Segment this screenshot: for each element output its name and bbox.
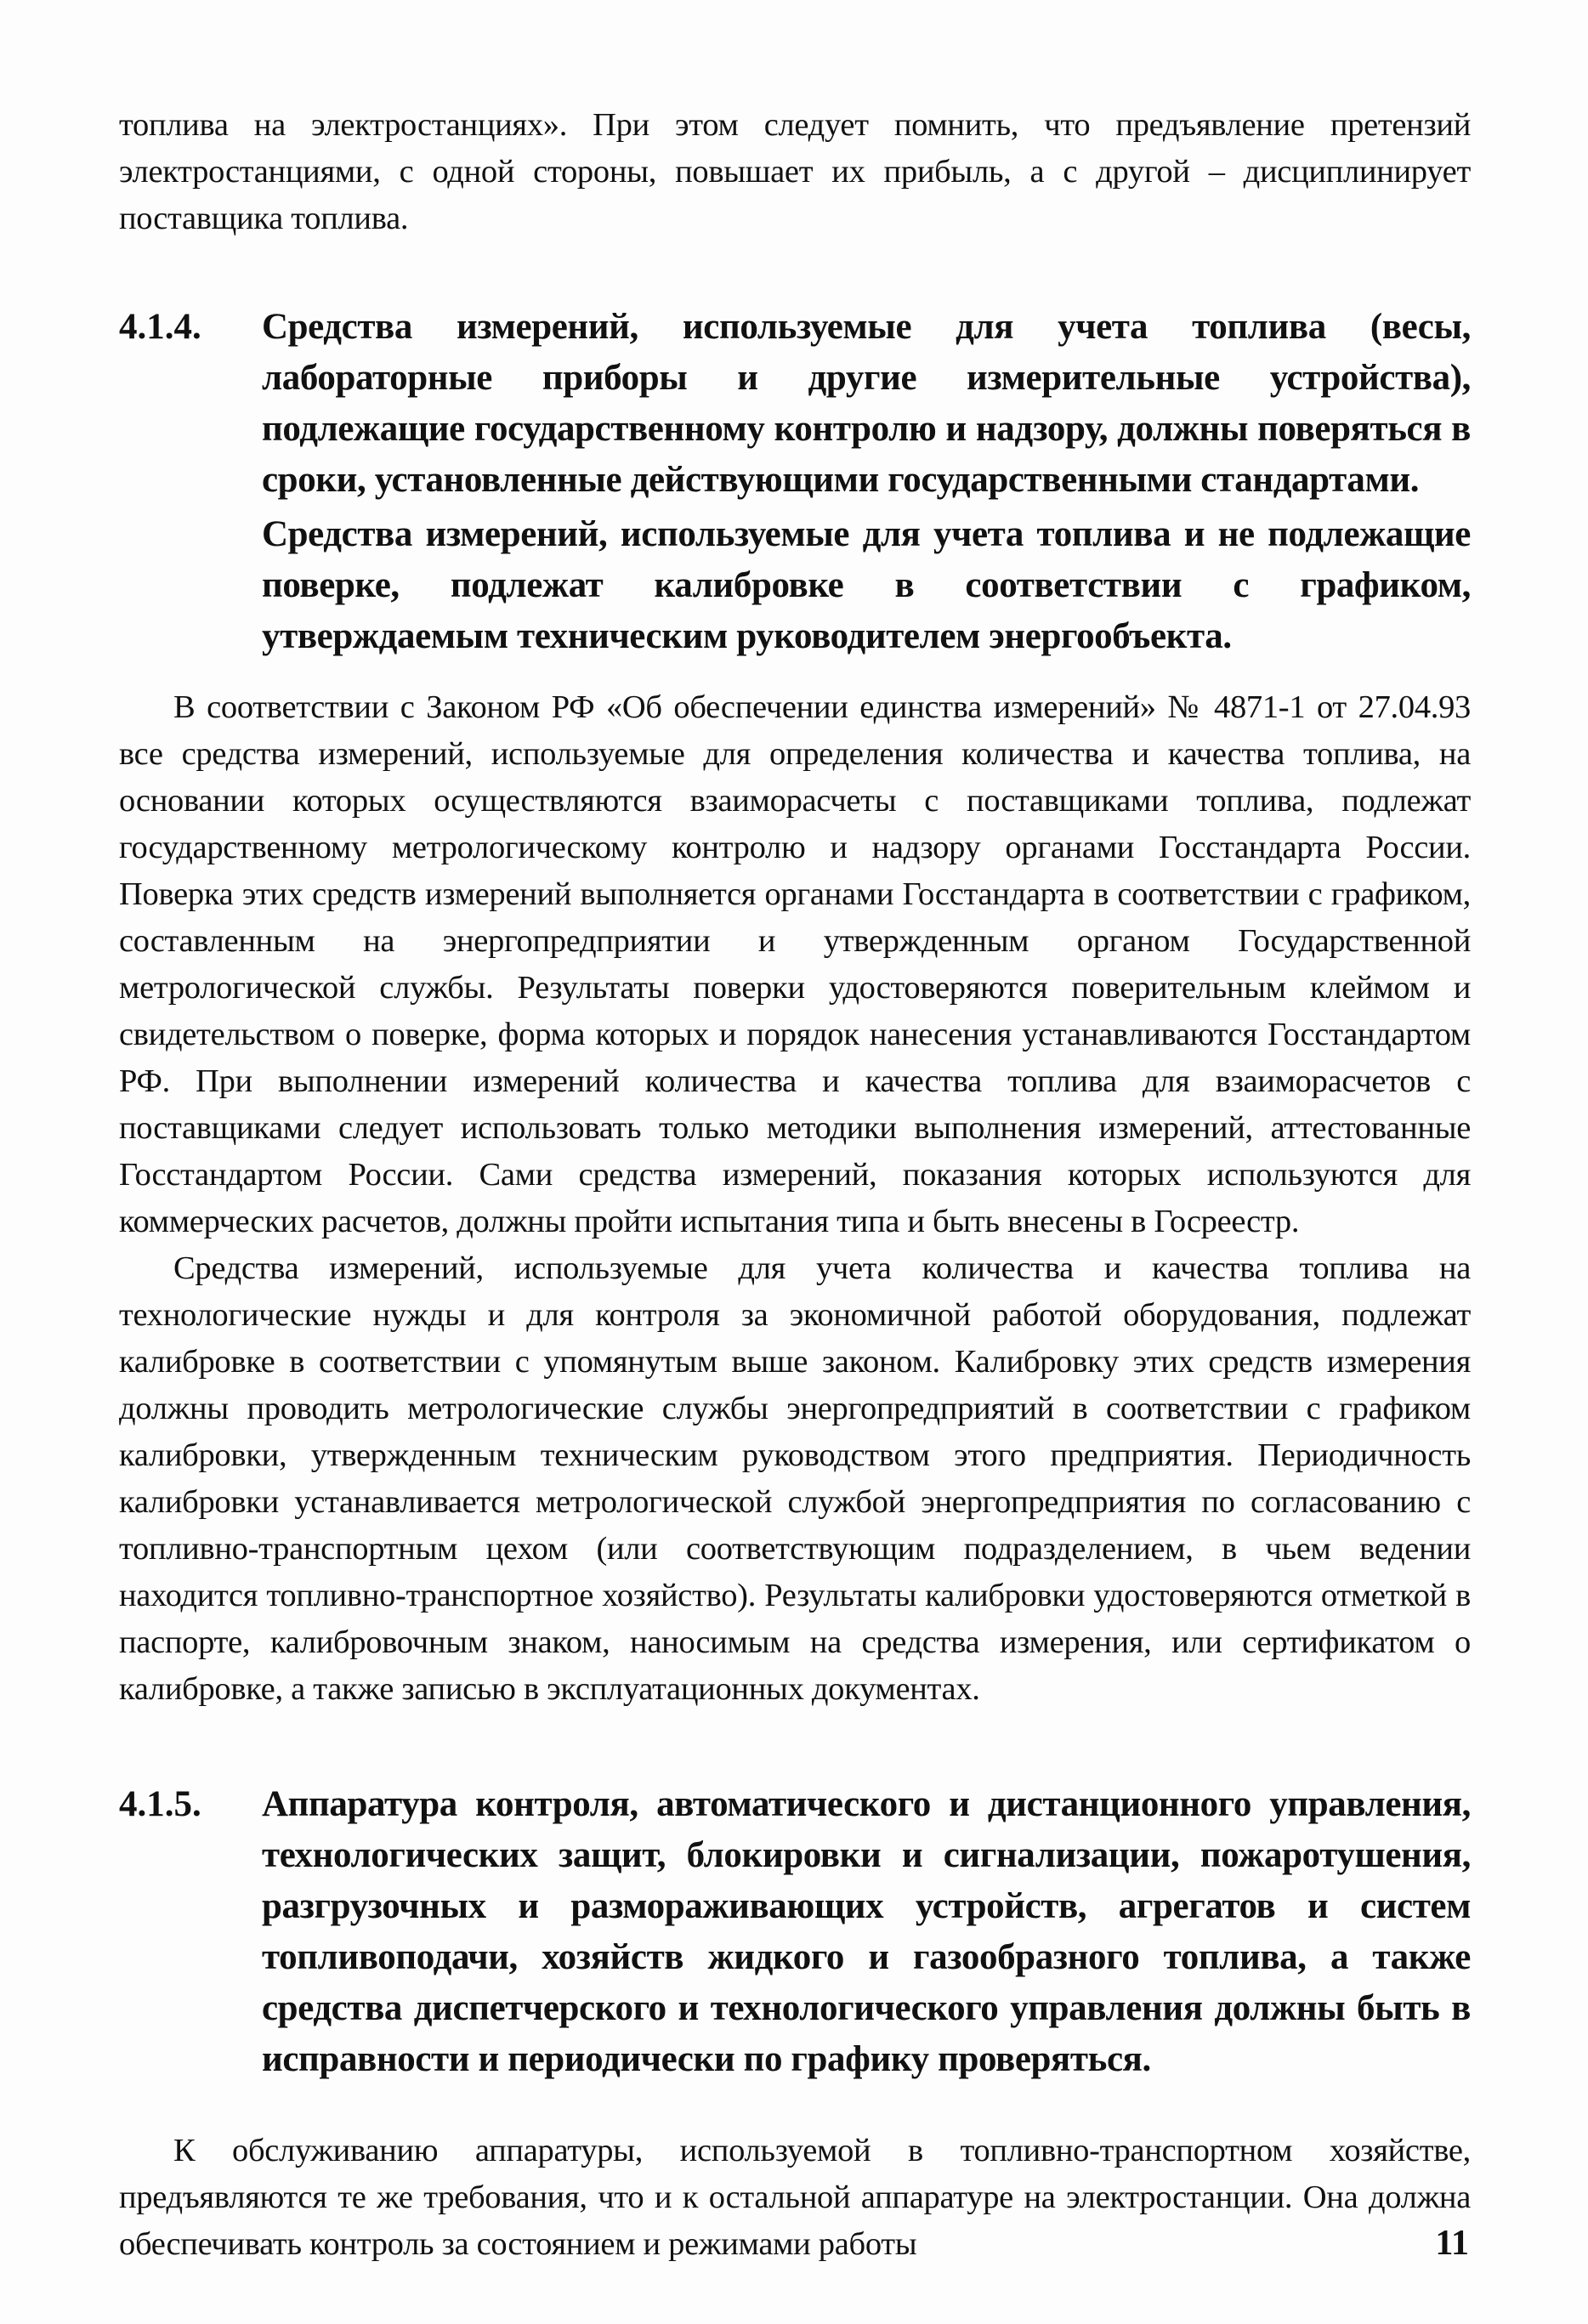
section-4-1-4-heading (262, 302, 1471, 666)
section-4-1-5-body-paragraph-1: К обслуживанию аппаратуры, используемой в топливно-транспортном хозяйстве, предъявляются те же требования, что и к остальной аппаратуре на электростанции. Она должна обеспечивать контроль за состоянием и режимами работы (119, 2133, 1471, 2262)
section-4-1-5 (119, 1779, 1471, 2089)
section-4-1-5-bold-paragraph-1: Аппаратура контроля, автоматического и дистанционного управления, технологических защит, блокировки и сигнализации, пожаротушения, разгрузочных и размораживающих устройств, агрегатов и систем топливоподачи, хозяйств жидкого и газообразного топлива, а также средства диспетчерского и технологического управления должны быть в исправности и периодически по графику проверяться. (262, 1784, 1471, 2079)
page-number: 11 (1435, 2224, 1469, 2263)
section-4-1-4-body-paragraph-2: Средства измерений, используемые для учета количества и качества топлива на технологические нужды и для контроля за экономичной работой оборудования, подлежат калибровке в соответствии с упомянутым выше законом. Калибровку этих средств измерения должны проводить метрологические службы энергопредприятий в соответствии с графиком калибровки, утвержденным техническим руководством этого предприятия. Периодичность калибровки устанавливается метрологической службой энергопредприятия по согласованию с топливно-транспортным цехом (или соответствующим подразделением, в чьем ведении находится топливно-транспортное хозяйство). Результаты калибровки удостоверяются отметкой в паспорте, калибровочным знаком, наносимым на средства измерения, или сертификатом о калибровке, а также записью в эксплуатационных документах. (119, 1250, 1471, 1707)
section-number-4-1-5: 4.1.5. (119, 1784, 201, 1824)
intro-paragraph: топлива на электростанциях». При этом следует помнить, что предъявление претензий электростанциями, с одной стороны, повышает их прибыль, а с другой – дисциплинирует поставщика топлива. (119, 107, 1471, 236)
section-4-1-4-bold-paragraph-1: Средства измерений, используемые для учета топлива (весы, лабораторные приборы и другие измерительные устройства), подлежащие государственному контролю и надзору, должны поверяться в сроки, установленные действующими государственными стандартами. (262, 307, 1471, 500)
section-4-1-4 (119, 302, 1471, 666)
section-4-1-4-body-paragraph-1: В соответствии с Законом РФ «Об обеспечении единства измерений» № 4871-1 от 27.04.93 все средства измерений, используемые для определения количества и качества топлива, на основании которых осуществляются взаиморасчеты с поставщиками топлива, подлежат государственному метрологическому контролю и надзору органами Госстандарта России. Поверка этих средств измерений выполняется органами Госстандарта в соответствии с графиком, составленным на энергопредприятии и утвержденным органом Государственной метрологической службы. Результаты поверки удостоверяются поверительным клеймом и свидетельством о поверке, форма которых и порядок нанесения устанавливаются Госстандартом РФ. При выполнении измерений количества и качества топлива для взаиморасчетов с поставщиками следует использовать только методики выполнения измерений, аттестованные Госстандартом России. Сами средства измерений, показания которых используются для коммерческих расчетов, должны пройти испытания типа и быть внесены в Госреестр. (119, 689, 1471, 1239)
section-4-1-5-heading (262, 1779, 1471, 2089)
page-content (119, 102, 1471, 2268)
section-4-1-4-bold-paragraph-2: Средства измерений, используемые для учета топлива и не подлежащие поверке, подлежат калибровке в соответствии с графиком, утверждаемым техническим руководителем энергообъекта. (262, 514, 1471, 656)
section-number-4-1-4: 4.1.4. (119, 307, 201, 347)
